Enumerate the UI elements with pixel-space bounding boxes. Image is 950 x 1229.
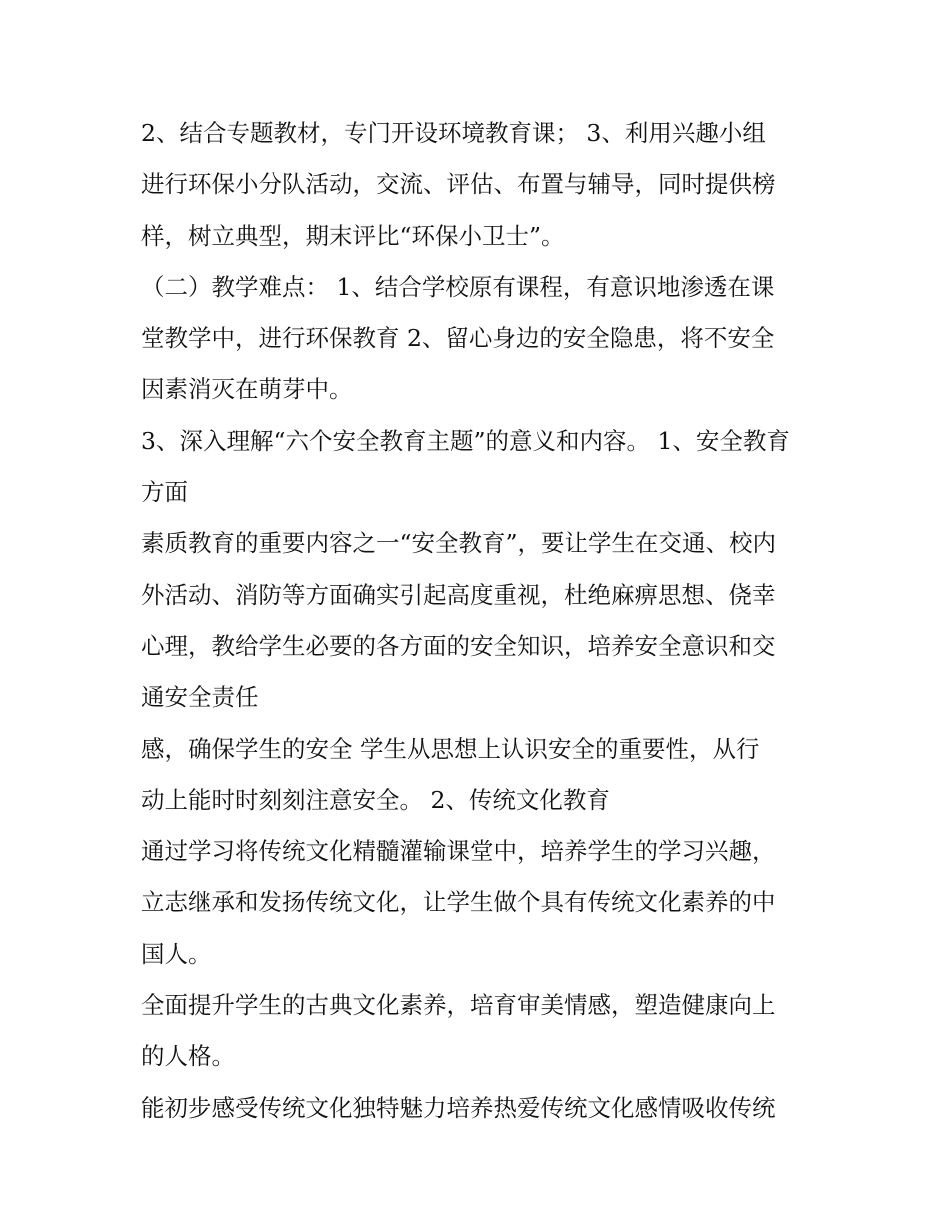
text-line: 样，树立典型，期末评比“环保小卫士”。 [141, 221, 565, 250]
text-line: 2、结合专题教材，专门开设环境教育课； 3、利用兴趣小组 [141, 119, 766, 147]
text-line: 全面提升学生的古典文化素养，培育审美情感，塑造健康向上 [141, 991, 776, 1020]
text-line: 通过学习将传统文化精髓灌输课堂中，培养学生的学习兴趣， [141, 837, 776, 866]
text-line: 通安全责任 [141, 683, 259, 712]
text-line: 方面 [141, 478, 188, 507]
text-line: 进行环保小分队活动，交流、评估、布置与辅导，同时提供榜 [141, 170, 776, 199]
text-line: 外活动、消防等方面确实引起高度重视，杜绝麻痹思想、侥幸 [141, 580, 776, 609]
text-line: 心理，教给学生必要的各方面的安全知识，培养安全意识和交 [141, 631, 776, 660]
text-line: 的人格。 [141, 1042, 235, 1071]
text-line: 动上能时时刻刻注意安全。 2、传统文化教育 [141, 785, 610, 814]
document-body [141, 108, 813, 1134]
text-line: 堂教学中，进行环保教育 2、留心身边的安全隐患，将不安全 [141, 324, 775, 353]
text-line: 3、深入理解“六个安全教育主题”的意义和内容。 1、安全教育 [141, 426, 790, 455]
text-line: 感，确保学生的安全 学生从思想上认识安全的重要性，从行 [141, 734, 760, 763]
text-line: 因素消灭在萌芽中。 [141, 375, 353, 404]
text-line: 国人。 [141, 939, 212, 968]
text-line: （二）教学难点： 1、结合学校原有课程，有意识地渗透在课 [141, 272, 775, 301]
text-line: 素质教育的重要内容之一“安全教育”，要让学生在交通、校内 [141, 529, 777, 558]
text-line: 能初步感受传统文化独特魅力培养热爱传统文化感情吸收传统 [141, 1093, 776, 1122]
text-line: 立志继承和发扬传统文化，让学生做个具有传统文化素养的中 [141, 888, 776, 917]
